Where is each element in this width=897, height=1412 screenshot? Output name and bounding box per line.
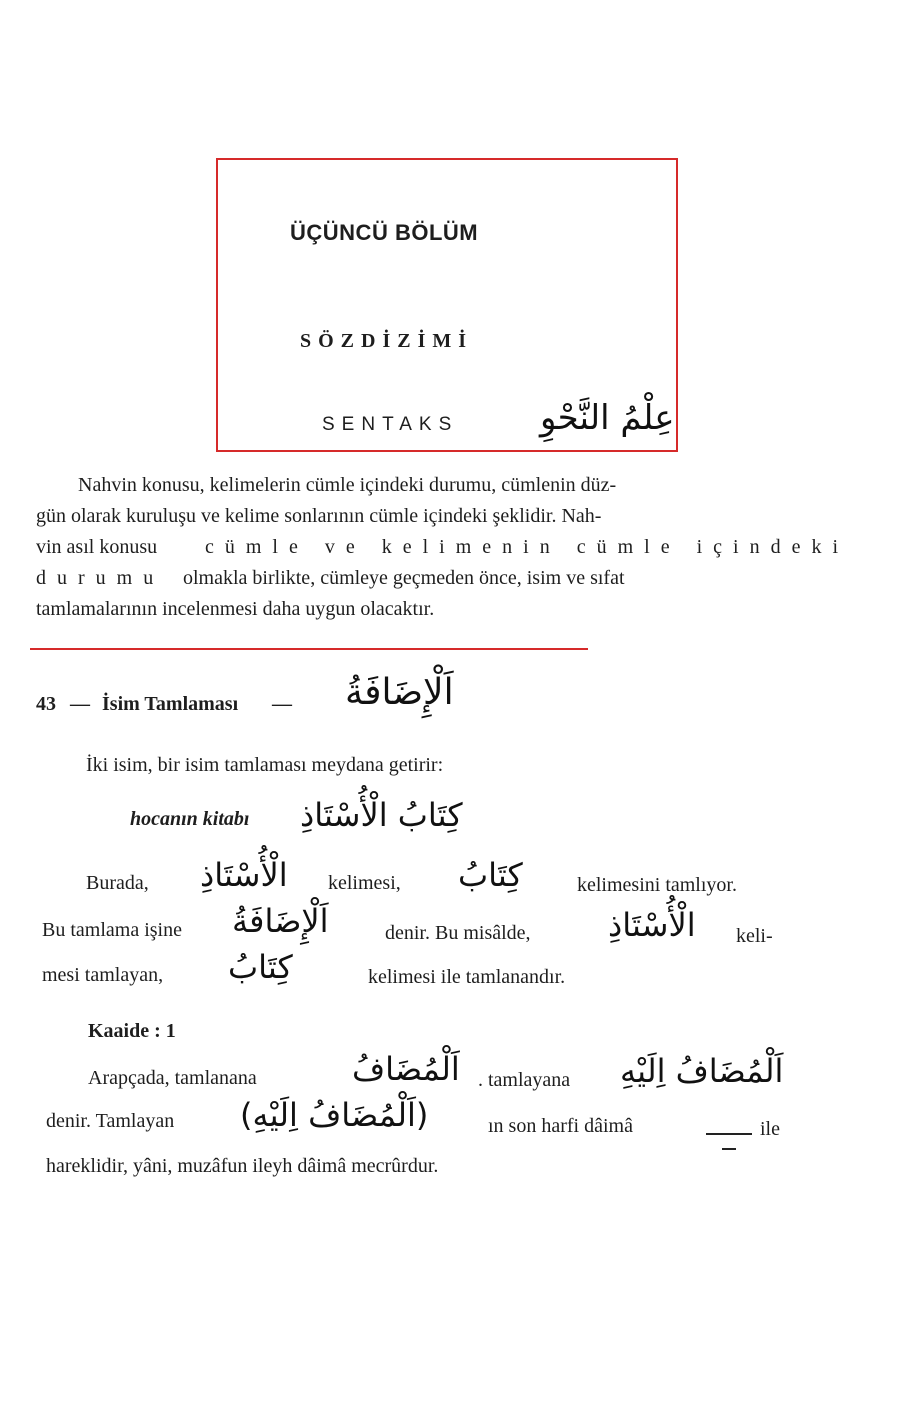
exp-kelimesi-ile: kelimesi ile tamlanandır. bbox=[368, 966, 566, 988]
exp-burada: Burada, bbox=[86, 872, 149, 894]
rule-arabic-mudaf-ileyh: اَلْمُضَافُ اِلَيْهِ bbox=[620, 1052, 784, 1090]
exp-arabic-kitab-2: كِتَابُ bbox=[228, 948, 293, 986]
exp-kelimesi: kelimesi, bbox=[328, 872, 401, 894]
section-divider bbox=[30, 648, 588, 650]
rule-last-line: hareklidir, yâni, muzâfun ileyh dâimâ mecrûrdur. bbox=[46, 1155, 439, 1177]
chapter-sentaks: SENTAKS bbox=[322, 414, 459, 435]
intro-line-1: Nahvin konusu, kelimelerin cümle içindeki durumu, cümlenin düz- bbox=[78, 474, 617, 496]
exp-bu-tamlama: Bu tamlama işine bbox=[42, 919, 182, 941]
rule-denir-tamlayan: denir. Tamlayan bbox=[46, 1110, 175, 1132]
rule-arabic-paren: (اَلْمُضَافُ اِلَيْهِ) bbox=[240, 1096, 429, 1134]
kasra-mark bbox=[722, 1148, 736, 1150]
section-number: 43 bbox=[36, 693, 56, 715]
intro-line-5: tamlamalarının incelenmesi daha uygun olacaktır. bbox=[36, 598, 435, 620]
intro-line-3b: cümle ve kelimenin cümle içindeki bbox=[205, 536, 850, 558]
rule-heading: Kaaide : 1 bbox=[88, 1020, 176, 1042]
section-intro: İki isim, bir isim tamlaması meydana getirir: bbox=[86, 754, 444, 776]
exp-arabic-ustaz-2: الْأُسْتَاذِ bbox=[608, 906, 696, 944]
section-dash-2: — bbox=[272, 693, 292, 715]
section-arabic-title: اَلْإِضَافَةُ bbox=[345, 672, 454, 713]
intro-line-2: gün olarak kuruluşu ve kelime sonlarının cümle içindeki şeklidir. Nah- bbox=[36, 505, 602, 527]
intro-line-4b: olmakla birlikte, cümleye geçmeden önce, isim ve sıfat bbox=[183, 567, 625, 589]
rule-tamlayana: . tamlayana bbox=[478, 1069, 571, 1091]
section-dash-1: — bbox=[70, 693, 90, 715]
rule-arabic-mudaf: اَلْمُضَافُ bbox=[352, 1050, 460, 1088]
rule-in-son: ın son harfi dâimâ bbox=[488, 1115, 633, 1137]
exp-kelimesini: kelimesini tamlıyor. bbox=[577, 874, 737, 896]
exp-arabic-idafa: اَلْإِضَافَةُ bbox=[232, 902, 329, 940]
exp-denir: denir. Bu misâlde, bbox=[385, 922, 531, 944]
example-arabic: كِتَابُ الْأُسْتَاذِ bbox=[300, 796, 463, 834]
intro-line-3a: vin asıl konusu bbox=[36, 536, 158, 558]
exp-mesi: mesi tamlayan, bbox=[42, 964, 164, 986]
chapter-title: ÜÇÜNCÜ BÖLÜM bbox=[290, 220, 479, 245]
arabic-chapter-title: عِلْمُ النَّحْوِ bbox=[540, 398, 675, 438]
intro-line-4a: durumu bbox=[36, 567, 165, 589]
example-label: hocanın kitabı bbox=[130, 808, 250, 830]
exp-arabic-kitab: كِتَابُ bbox=[458, 856, 523, 894]
kasra-blank-line bbox=[706, 1133, 752, 1135]
section-title: İsim Tamlaması bbox=[102, 693, 239, 715]
rule-ile: ile bbox=[760, 1118, 780, 1140]
chapter-subtitle: SÖZDİZİMİ bbox=[300, 330, 474, 352]
exp-arabic-ustaz: الْأُسْتَاذِ bbox=[200, 856, 288, 894]
rule-arapcada: Arapçada, tamlanana bbox=[88, 1067, 257, 1089]
exp-keli: keli- bbox=[736, 925, 773, 947]
